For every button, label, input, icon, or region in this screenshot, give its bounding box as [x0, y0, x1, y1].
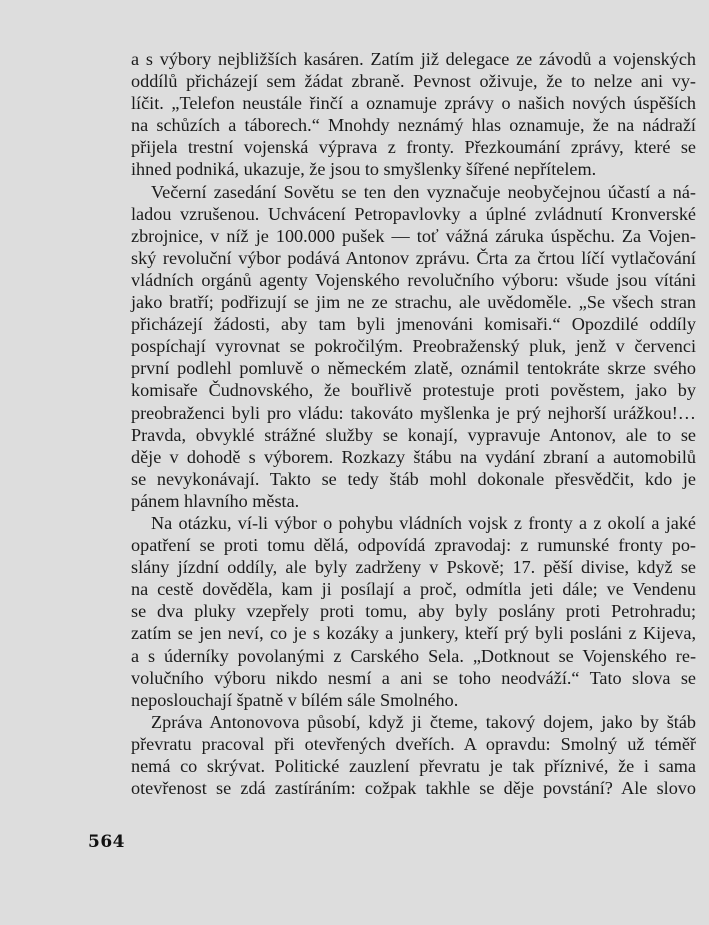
text-line: Večerní zasedání Sovětu se ten den vyznačuje neobyčejnou účastí a ná- — [151, 181, 696, 202]
text-line: volučního výboru nikdo nesmí a ani se toho neodváží.“ Tato slova se — [131, 667, 696, 688]
text-line: děje v dohodě s výborem. Rozkazy štábu na vydání zbraní a automobilů — [131, 446, 696, 467]
text-line: vládních orgánů agenty Vojenského revolučního výboru: všude jsou vítáni — [131, 269, 696, 290]
text-line: ladou vzrušenou. Uchvácení Petropavlovky a úplné zvládnutí Kronverské — [131, 203, 696, 224]
text-line: na cestě dověděla, kam ji posílají a proč, odmítla jeti dále; ve Vendenu — [131, 579, 696, 600]
page-number: 564 — [88, 832, 125, 852]
paragraph-2 — [131, 181, 696, 512]
text-line: se nevykonávají. Takto se tedy štáb mohl dokonale přesvědčit, kdo je — [131, 468, 696, 489]
paragraph-1 — [131, 48, 696, 181]
text-line: a s výbory nejbližších kasáren. Zatím již delegace ze závodů a vojenských — [131, 49, 696, 69]
text-line: ský revoluční výbor podává Antonov zprávu. Črta za črtou líčí vytlačování — [131, 247, 696, 268]
text-line: Na otázku, ví-li výbor o pohybu vládních vojsk z fronty a z okolí a jaké — [151, 512, 696, 533]
paragraph-3 — [131, 512, 696, 711]
text-line: pospíchají vyrovnat se pokročilým. Preobraženský pluk, jenž v červenci — [131, 336, 696, 357]
text-line: zbrojnice, v níž je 100.000 pušek — toť vážná záruka úspěchu. Za Vojen- — [131, 225, 696, 246]
text-line: přicházejí žádosti, aby tam byli jmenováni komisaři.“ Opozdilé oddíly — [131, 314, 696, 335]
text-line: na schůzích a táborech.“ Mnohdy neznámý hlas oznamuje, že na nádraží — [131, 115, 696, 136]
text-line: oddílů přicházejí sem žádat zbraně. Pevnost oživuje, že to nelze ani vy- — [131, 71, 696, 92]
text-line: jako bratří; podřizují se jim ne ze strachu, ale uvědoměle. „Se všech stran — [131, 292, 696, 313]
text-line: opatření se proti tomu dělá, odpovídá zpravodaj: z rumunské fronty po- — [131, 535, 696, 556]
text-line: otevřenost se zdá zastíráním: cožpak takhle se děje povstání? Ale slovo — [131, 778, 696, 799]
text-line: zatím se jen neví, co je s kozáky a junkery, kteří prý byli posláni z Kijeva, — [131, 623, 696, 644]
text-line: převratu pracoval při otevřených dveřích. A opravdu: Smolný už téměř — [131, 733, 696, 754]
body-text — [131, 48, 696, 799]
text-line: Zpráva Antonovova působí, když ji čteme, takový dojem, jako by štáb — [151, 711, 696, 732]
text-line: přijela trestní vojenská výprava z fronty. Přezkoumání zprávy, které se — [131, 137, 696, 158]
text-line: komisaře Čudnovského, že bouřlivě protestuje proti pověstem, jako by — [131, 380, 696, 401]
text-line: první podlehl pomluvě o německém zlatě, oznámil tentokráte skrze svého — [131, 358, 696, 379]
text-line: ihned podniká, ukazuje, že jsou to smyšlenky šířené nepřítelem. — [131, 159, 597, 180]
paragraph-4 — [131, 711, 696, 799]
text-line: slány jízdní oddíly, ale byly zadrženy v Pskově; 17. pěší divise, když se — [131, 557, 696, 578]
text-line: se dva pluky vzepřely proti tomu, aby byly poslány proti Petrohradu; — [131, 601, 696, 622]
text-line: Pravda, obvyklé strážné služby se konají, vypravuje Antonov, ale to se — [131, 424, 696, 445]
text-line: neposlouchají špatně v bílém sále Smolného. — [131, 689, 459, 710]
text-line: nemá co skrývat. Politické zauzlení převratu je tak příznivé, že i sama — [131, 756, 696, 776]
text-line: pánem hlavního města. — [131, 490, 300, 511]
text-line: preobraženci byli pro vládu: takováto myšlenka je prý nejhorší urážkou!… — [131, 402, 696, 423]
text-line: líčit. „Telefon neustále řinčí a oznamuje zprávy o našich nových úspěších — [131, 93, 696, 114]
text-line: a s úderníky povolanými z Carského Sela. „Dotknout se Vojenského re- — [131, 645, 696, 666]
